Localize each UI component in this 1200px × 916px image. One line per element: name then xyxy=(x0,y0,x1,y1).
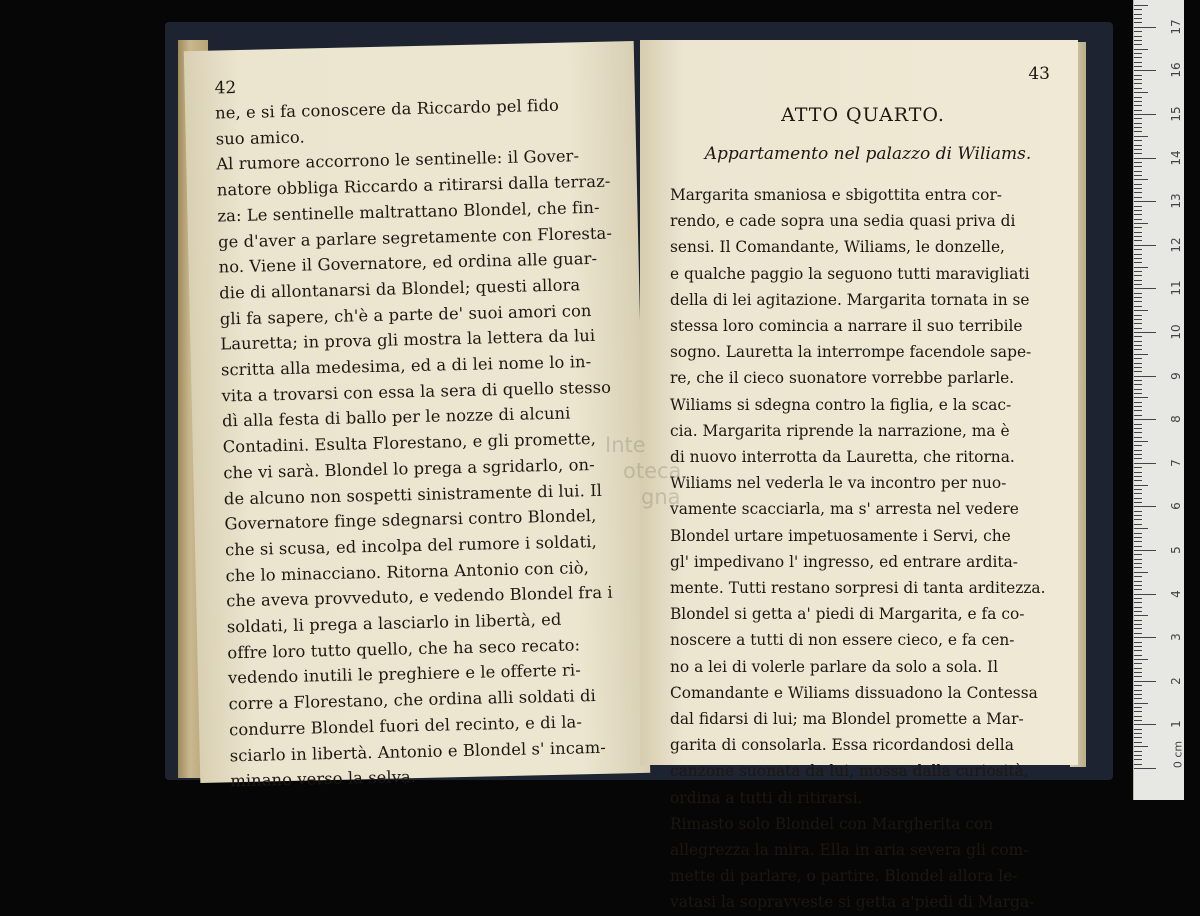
ruler-tick xyxy=(1134,301,1142,302)
ruler-tick xyxy=(1134,5,1148,6)
ruler-tick xyxy=(1134,445,1142,446)
right-page xyxy=(640,40,1078,912)
ruler-tick xyxy=(1134,716,1142,717)
ruler-tick xyxy=(1134,297,1142,298)
ruler-tick xyxy=(1134,676,1142,677)
right-text-line: sensi. Il Comandante, Wiliams, le donzelle, xyxy=(670,238,1005,257)
ruler-tick xyxy=(1134,53,1142,54)
ruler-number: 11 xyxy=(1169,280,1183,297)
ruler-tick xyxy=(1134,694,1142,695)
ruler-tick xyxy=(1134,480,1142,481)
ruler-tick xyxy=(1134,637,1156,638)
ruler-tick xyxy=(1134,733,1142,734)
ruler-tick xyxy=(1134,201,1156,202)
ruler-tick xyxy=(1134,668,1142,669)
ruler-tick xyxy=(1134,219,1142,220)
ruler-tick xyxy=(1134,541,1142,542)
right-text-line: Margarita smaniosa e sbigottita entra cor- xyxy=(670,186,1002,204)
ruler-tick xyxy=(1134,175,1142,176)
right-text-line: rendo, e cade sopra una sedia quasi priva di xyxy=(670,212,1016,231)
ruler-tick xyxy=(1134,328,1142,329)
ruler-tick xyxy=(1134,576,1142,577)
ruler-tick xyxy=(1134,458,1142,459)
left-text-line: soldati, li prega a lasciarlo in libertà, ed xyxy=(226,609,562,637)
ruler-tick xyxy=(1134,602,1142,603)
ruler-tick xyxy=(1134,105,1142,106)
ruler-tick xyxy=(1134,323,1142,324)
ruler-tick xyxy=(1134,310,1148,311)
ruler-tick xyxy=(1134,559,1142,560)
ruler-tick xyxy=(1134,92,1148,93)
right-text-line: Comandante e Wiliams dissuadono la Contessa xyxy=(670,683,1038,702)
ruler-tick xyxy=(1134,345,1142,346)
ruler-number: 9 xyxy=(1169,371,1183,380)
ruler-tick xyxy=(1134,206,1142,207)
right-page-text xyxy=(670,182,1056,916)
right-text-line: Wiliams si sdegna contro la figlia, e la scac- xyxy=(670,395,1012,414)
ruler-tick xyxy=(1134,31,1142,32)
ruler-tick xyxy=(1134,271,1142,272)
ruler-tick xyxy=(1134,367,1142,368)
ruler-number: 6 xyxy=(1169,502,1183,511)
ruler-tick xyxy=(1134,319,1142,320)
ruler-tick xyxy=(1134,336,1142,337)
ruler-tick xyxy=(1134,759,1142,760)
ruler-tick xyxy=(1134,79,1142,80)
ruler-number: 14 xyxy=(1169,149,1183,166)
ruler-tick xyxy=(1134,110,1142,111)
ruler-unit-label: 0 cm xyxy=(1171,740,1185,769)
left-text-line: dì alla festa di ballo per le nozze di alcuni xyxy=(221,403,571,431)
ruler-tick xyxy=(1134,607,1142,608)
right-text-line: sogno. Lauretta la interrompe facendole sape- xyxy=(670,343,1032,362)
ruler-tick xyxy=(1134,293,1142,294)
ruler-tick xyxy=(1134,267,1148,268)
ruler-tick xyxy=(1134,280,1142,281)
left-text-line: Governatore finge sdegnarsi contro Blondel, xyxy=(224,506,597,534)
scene-heading: Appartamento nel palazzo di Wiliams. xyxy=(704,144,1032,164)
ruler-tick xyxy=(1134,40,1142,41)
ruler-tick xyxy=(1134,628,1142,629)
ruler-tick xyxy=(1134,467,1142,468)
ruler-tick xyxy=(1134,349,1142,350)
watermark-line: gna xyxy=(641,485,681,509)
ruler-tick xyxy=(1134,624,1142,625)
ruler-tick xyxy=(1134,275,1142,276)
ruler-tick xyxy=(1134,380,1142,381)
ruler-tick xyxy=(1134,166,1142,167)
ruler-tick xyxy=(1134,463,1156,464)
ruler-tick xyxy=(1134,724,1156,725)
left-text-line: natore obbliga Riccardo a ritirarsi dalla terraz- xyxy=(216,171,611,200)
ruler-tick xyxy=(1134,258,1142,259)
ruler-tick xyxy=(1134,585,1142,586)
ruler-tick xyxy=(1134,192,1142,193)
ruler-tick xyxy=(1134,598,1142,599)
ruler-tick xyxy=(1134,22,1142,23)
ruler-number: 2 xyxy=(1169,676,1183,685)
ruler-tick xyxy=(1134,162,1142,163)
ruler-tick xyxy=(1134,611,1142,612)
left-text-line: condurre Blondel fuori del recinto, e di la- xyxy=(228,712,583,740)
ruler-tick xyxy=(1134,550,1156,551)
ruler-tick xyxy=(1134,341,1142,342)
ruler-tick xyxy=(1134,44,1142,45)
ruler-tick xyxy=(1134,131,1142,132)
ruler-tick xyxy=(1134,249,1142,250)
ruler-tick xyxy=(1134,118,1142,119)
left-text-line: Contadini. Esulta Florestano, e gli promette, xyxy=(222,429,597,457)
ruler-tick xyxy=(1134,36,1142,37)
ruler-tick xyxy=(1134,672,1142,673)
ruler-tick xyxy=(1134,746,1148,747)
right-text-line: no a lei di volerle parlare da solo a sola. Il xyxy=(670,657,999,676)
left-page xyxy=(184,41,650,791)
ruler-tick xyxy=(1134,729,1142,730)
ruler-tick xyxy=(1134,240,1142,241)
ruler-tick xyxy=(1134,485,1148,486)
ruler-tick xyxy=(1134,306,1142,307)
ruler-tick xyxy=(1134,489,1142,490)
left-text-line: de alcuno non sospetti sinistramente di lui. Il xyxy=(223,480,603,508)
ruler-tick xyxy=(1134,70,1156,71)
right-text-line: re, che il cieco suonatore vorrebbe parlarle. xyxy=(670,369,1015,388)
watermark-line: Inte xyxy=(605,433,646,457)
ruler-tick xyxy=(1134,315,1142,316)
right-text-line: della di lei agitazione. Margarita tornata in se xyxy=(670,290,1030,309)
ruler-tick xyxy=(1134,764,1142,765)
ruler-tick xyxy=(1134,18,1142,19)
ruler-number: 10 xyxy=(1169,324,1183,340)
left-text-line: che vi sarà. Blondel lo prega a sgridarlo, on- xyxy=(223,454,595,483)
ruler-tick xyxy=(1134,123,1142,124)
ruler-tick xyxy=(1134,707,1142,708)
ruler-tick xyxy=(1134,428,1142,429)
right-text-line: Rimasto solo Blondel con Margherita con xyxy=(670,814,994,833)
ruler-tick xyxy=(1134,354,1148,355)
ruler-tick xyxy=(1134,567,1142,568)
left-text-line: che aveva provveduto, e vedendo Blondel fra i xyxy=(226,582,613,611)
right-text-line: stessa loro comincia a narrare il suo terribile xyxy=(670,317,1023,336)
ruler-tick xyxy=(1134,493,1142,494)
left-text-line: ne, e si fa conoscere da Riccardo pel fido xyxy=(214,95,560,123)
left-text-line: che si scusa, ed incolpa del rumore i soldati, xyxy=(224,531,598,560)
ruler-number: 5 xyxy=(1169,546,1183,554)
ruler-tick xyxy=(1134,410,1142,411)
left-text-line: scritta alla medesima, ed a di lei nome lo in- xyxy=(220,352,592,380)
ruler-tick xyxy=(1134,254,1142,255)
ruler-tick xyxy=(1134,720,1142,721)
ruler-tick xyxy=(1134,711,1142,712)
ruler-tick xyxy=(1134,615,1148,616)
ruler-tick xyxy=(1134,642,1142,643)
ruler-number: 13 xyxy=(1169,193,1183,209)
ruler-number: 3 xyxy=(1169,633,1183,642)
ruler-tick xyxy=(1134,472,1142,473)
right-text-line: Blondel urtare impetuosamente i Servi, che xyxy=(670,526,1011,545)
watermark-line: oteca xyxy=(623,459,682,483)
ruler-tick xyxy=(1134,214,1142,215)
ruler-tick xyxy=(1134,476,1142,477)
ruler-tick xyxy=(1134,441,1148,442)
left-page-text xyxy=(215,91,629,794)
ruler-tick xyxy=(1134,14,1142,15)
ruler-tick xyxy=(1134,179,1148,180)
ruler-tick xyxy=(1134,149,1142,150)
ruler-tick xyxy=(1134,188,1142,189)
ruler-tick xyxy=(1134,663,1142,664)
measurement-ruler xyxy=(1133,0,1184,800)
right-text-line: allegrezza la mira. Ella in aria severa gli com- xyxy=(670,841,1029,860)
right-text-line: garita di consolarla. Essa ricordandosi della xyxy=(670,736,1014,755)
ruler-tick xyxy=(1134,498,1142,499)
ruler-tick xyxy=(1134,75,1142,76)
ruler-tick xyxy=(1134,524,1142,525)
ruler-tick xyxy=(1134,66,1142,67)
ruler-tick xyxy=(1134,158,1156,159)
ruler-tick xyxy=(1134,737,1142,738)
right-text-line: vamente scacciarla, ma s' arresta nel vedere xyxy=(670,500,1019,519)
ruler-tick xyxy=(1134,184,1142,185)
ruler-number: 15 xyxy=(1169,106,1183,122)
ruler-tick xyxy=(1134,554,1142,555)
left-text-line: Al rumore accorrono le sentinelle: il Gover- xyxy=(216,146,580,174)
library-watermark xyxy=(605,432,681,510)
ruler-tick xyxy=(1134,223,1148,224)
ruler-tick xyxy=(1134,376,1156,377)
ruler-tick xyxy=(1134,101,1142,102)
ruler-tick xyxy=(1134,594,1156,595)
right-text-line: dal fidarsi di lui; ma Blondel promette a Mar- xyxy=(670,710,1024,729)
ruler-tick xyxy=(1134,288,1156,289)
right-text-line: canzone suonata da lui, mossa dalla curiosità, xyxy=(670,762,1029,781)
ruler-tick xyxy=(1134,406,1142,407)
ruler-tick xyxy=(1134,424,1142,425)
right-text-line: vatasi la sopravveste si getta a'piedi di Marga- xyxy=(670,893,1035,912)
left-text-line: die di allontanarsi da Blondel; questi allora xyxy=(219,275,581,303)
ruler-tick xyxy=(1134,620,1142,621)
ruler-tick xyxy=(1134,768,1156,769)
ruler-tick xyxy=(1134,659,1148,660)
ruler-tick xyxy=(1134,437,1142,438)
ruler-tick xyxy=(1134,83,1142,84)
ruler-tick xyxy=(1134,210,1142,211)
ruler-tick xyxy=(1134,742,1142,743)
ruler-tick xyxy=(1134,9,1142,10)
ruler-tick xyxy=(1134,49,1148,50)
right-text-line: Wiliams nel vederla le va incontro per nuo- xyxy=(670,474,1007,493)
left-text-line: za: Le sentinelle maltrattano Blondel, che fin- xyxy=(217,197,600,226)
ruler-tick xyxy=(1134,262,1142,263)
right-text-line: e qualche paggio la seguono tutti maravigliati xyxy=(670,264,1030,283)
ruler-tick xyxy=(1134,232,1142,233)
ruler-tick xyxy=(1134,62,1142,63)
ruler-tick xyxy=(1134,236,1142,237)
ruler-tick xyxy=(1134,415,1142,416)
ruler-tick xyxy=(1134,650,1142,651)
ruler-number: 8 xyxy=(1169,415,1183,424)
right-text-line: cia. Margarita riprende la narrazione, ma è xyxy=(670,421,1010,440)
ruler-tick xyxy=(1134,27,1156,28)
ruler-tick xyxy=(1134,363,1142,364)
ruler-tick xyxy=(1134,563,1142,564)
ruler-tick xyxy=(1134,397,1148,398)
ruler-tick xyxy=(1134,419,1156,420)
ruler-tick xyxy=(1134,751,1142,752)
ruler-tick xyxy=(1134,537,1142,538)
ruler-tick xyxy=(1134,393,1142,394)
ruler-tick xyxy=(1134,140,1142,141)
left-text-line: minano verso la selva. xyxy=(230,767,417,791)
ruler-tick xyxy=(1134,533,1142,534)
ruler-tick xyxy=(1134,88,1142,89)
ruler-tick xyxy=(1134,528,1148,529)
ruler-number: 1 xyxy=(1169,720,1183,729)
left-text-line: Lauretta; in prova gli mostra la lettera da lui xyxy=(220,326,596,354)
ruler-tick xyxy=(1134,572,1148,573)
left-text-line: che lo minacciano. Ritorna Antonio con ciò, xyxy=(225,557,590,586)
ruler-tick xyxy=(1134,171,1142,172)
left-text-line: ge d'aver a parlare segretamente con Floresta- xyxy=(217,223,613,251)
ruler-tick xyxy=(1134,97,1142,98)
ruler-tick xyxy=(1134,450,1142,451)
left-text-line: no. Viene il Governatore, ed ordina alle guar- xyxy=(218,249,598,277)
ruler-tick xyxy=(1134,114,1156,115)
ruler-tick xyxy=(1134,284,1142,285)
ruler-tick xyxy=(1134,197,1142,198)
ruler-tick xyxy=(1134,581,1142,582)
ruler-tick xyxy=(1134,136,1148,137)
left-text-line: suo amico. xyxy=(215,127,305,149)
ruler-tick xyxy=(1134,646,1142,647)
ruler-tick xyxy=(1134,633,1142,634)
ruler-tick xyxy=(1134,589,1142,590)
right-text-line: Blondel si getta a' piedi di Margarita, e fa co- xyxy=(670,605,1025,624)
ruler-tick xyxy=(1134,698,1142,699)
left-text-line: vita a trovarsi con essa la sera di quello stesso xyxy=(221,377,612,406)
right-text-line: mette di parlare, o partire. Blondel allora le- xyxy=(670,867,1018,886)
ruler-tick xyxy=(1134,546,1142,547)
ruler-number: 12 xyxy=(1169,237,1183,253)
right-text-line: mente. Tutti restano sorpresi di tanta arditezza. xyxy=(670,579,1046,598)
ruler-tick xyxy=(1134,511,1142,512)
left-text-line: vedendo inutili le preghiere e le offerte ri- xyxy=(227,660,582,688)
right-text-line: di nuovo interrotta da Lauretta, che ritorna. xyxy=(670,448,1015,467)
ruler-number: 7 xyxy=(1169,458,1183,467)
ruler-tick xyxy=(1134,454,1142,455)
left-text-line: offre loro tutto quello, che ha seco recato: xyxy=(227,635,581,663)
ruler-tick xyxy=(1134,502,1142,503)
ruler-tick xyxy=(1134,384,1142,385)
ruler-tick xyxy=(1134,681,1156,682)
ruler-tick xyxy=(1134,245,1156,246)
ruler-tick xyxy=(1134,145,1142,146)
ruler-tick xyxy=(1134,153,1142,154)
ruler-tick xyxy=(1134,519,1142,520)
ruler-number: 4 xyxy=(1169,589,1183,598)
ruler-tick xyxy=(1134,690,1142,691)
ruler-tick xyxy=(1134,402,1142,403)
right-text-line: noscere a tutti di non essere cieco, e fa cen- xyxy=(670,631,1015,650)
left-text-line: sciarlo in libertà. Antonio e Blondel s' incam- xyxy=(229,737,607,765)
ruler-tick xyxy=(1134,332,1156,333)
ruler-tick xyxy=(1134,703,1148,704)
left-page-number: 42 xyxy=(214,78,237,99)
ruler-number: 16 xyxy=(1169,62,1183,79)
act-heading: ATTO QUARTO. xyxy=(781,104,945,126)
right-page-number: 43 xyxy=(1028,64,1050,84)
ruler-tick xyxy=(1134,655,1142,656)
ruler-tick xyxy=(1134,57,1142,58)
right-text-line: ordina a tutti di ritirarsi. xyxy=(670,788,863,807)
ruler-tick xyxy=(1134,515,1142,516)
ruler-tick xyxy=(1134,755,1142,756)
ruler-tick xyxy=(1134,358,1142,359)
left-text-line: gli fa sapere, ch'è a parte de' suoi amori con xyxy=(219,300,592,329)
ruler-tick xyxy=(1134,371,1142,372)
ruler-tick xyxy=(1134,389,1142,390)
right-text-line: gl' impedivano l' ingresso, ed entrare ardita- xyxy=(670,552,1018,571)
ruler-tick xyxy=(1134,127,1142,128)
ruler-number: 17 xyxy=(1169,19,1183,35)
ruler-tick xyxy=(1134,227,1142,228)
left-text-line: corre a Florestano, che ordina alli soldati di xyxy=(228,686,596,714)
ruler-tick xyxy=(1134,432,1142,433)
ruler-tick xyxy=(1134,685,1142,686)
ruler-tick xyxy=(1134,506,1156,507)
